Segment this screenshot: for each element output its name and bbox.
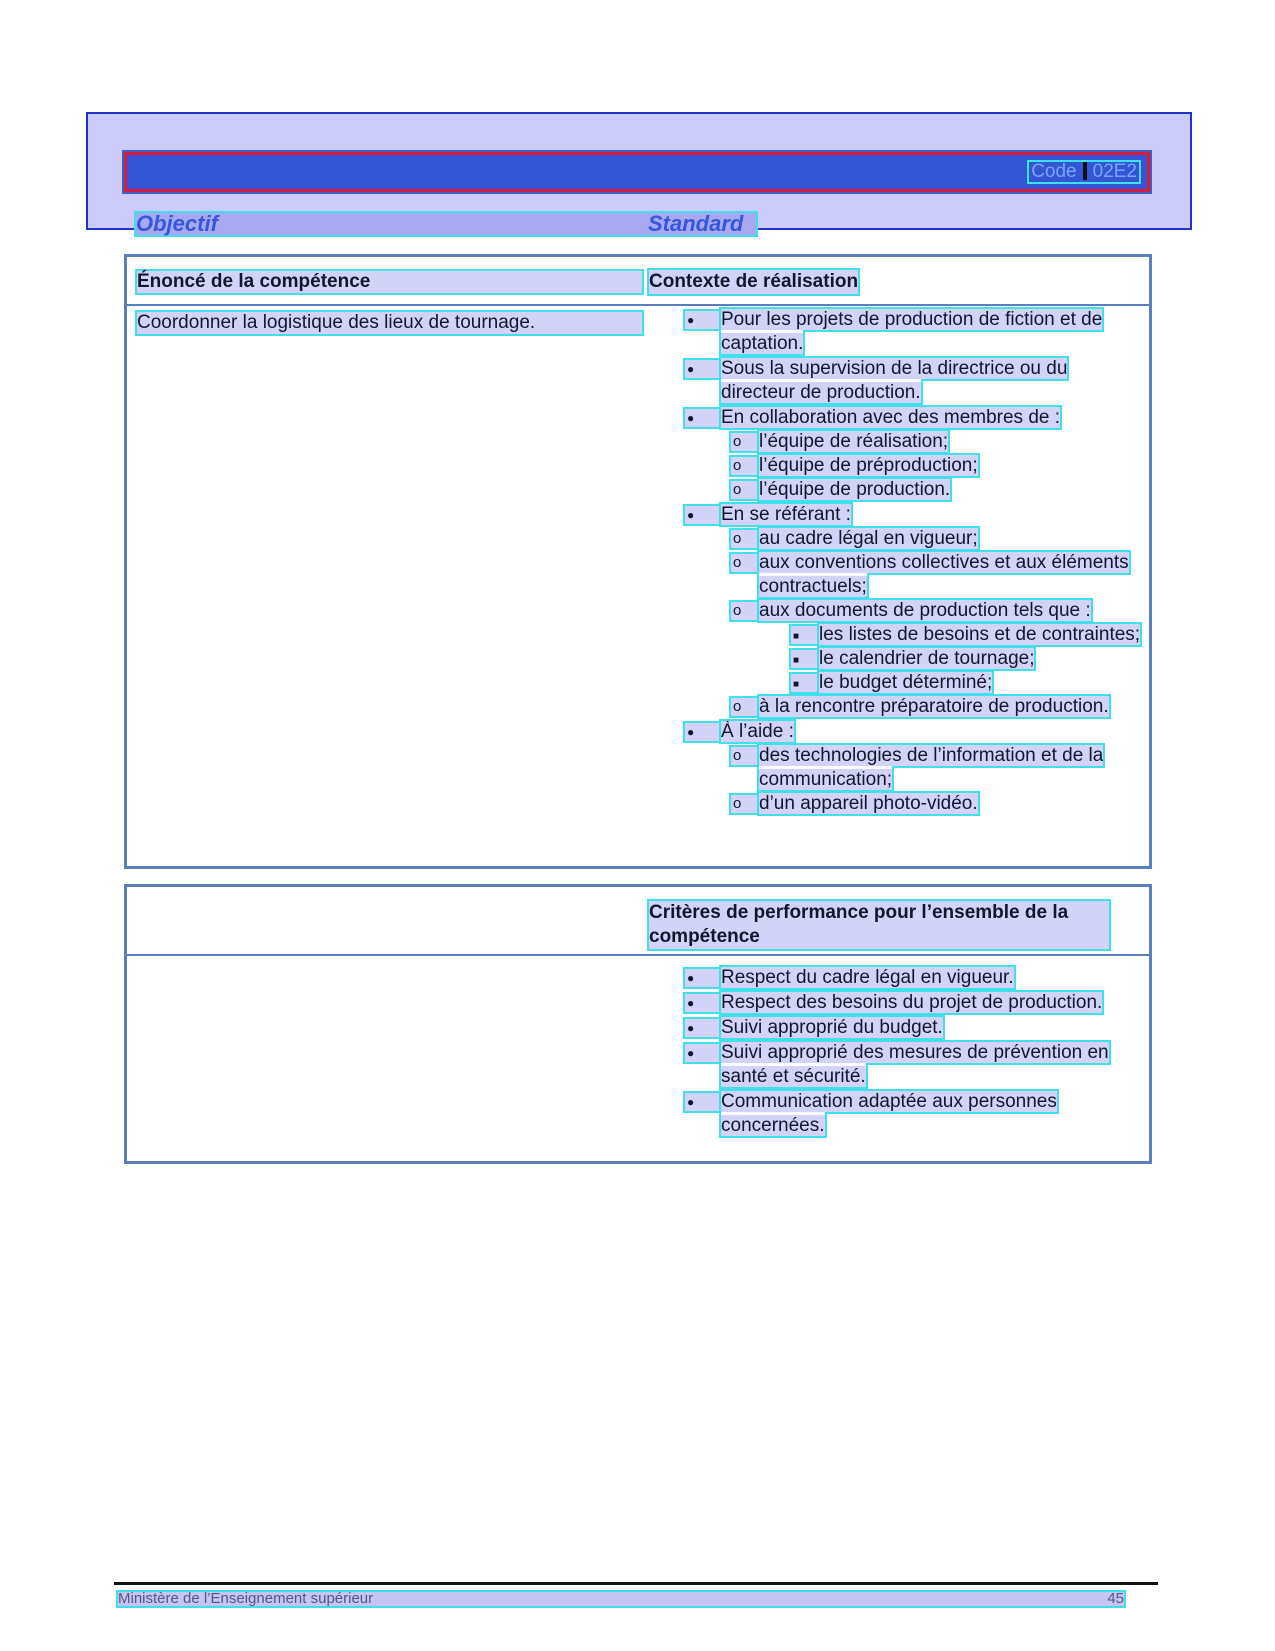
circle-bullet-icon: o — [731, 602, 757, 620]
list-item-text: Pour les projets de production de fiction et de captation. — [721, 309, 1103, 354]
list-item — [685, 1041, 1145, 1089]
competence-statement: Coordonner la logistique des lieux de tournage. — [137, 312, 536, 333]
list-item-text: Suivi approprié du budget. — [721, 1017, 943, 1038]
page-footer — [118, 1592, 1124, 1606]
bullet-icon: ● — [685, 506, 719, 524]
list-item — [685, 623, 1145, 647]
list-item — [685, 454, 1145, 478]
list-item — [685, 357, 1145, 405]
competence-code — [1029, 162, 1139, 182]
objectif-label: Objectif — [136, 211, 218, 236]
list-item-text: Respect des besoins du projet de production. — [721, 992, 1103, 1013]
circle-bullet-icon: o — [731, 481, 757, 499]
bullet-icon: ● — [685, 1044, 719, 1062]
bullet-icon: ● — [685, 1019, 719, 1037]
list-item-text: aux documents de production tels que : — [759, 600, 1091, 621]
code-bar — [124, 152, 1150, 192]
list-item-text: le budget déterminé; — [819, 672, 993, 693]
bullet-icon: ● — [685, 1093, 719, 1111]
square-bullet-icon: ■ — [791, 650, 817, 668]
list-item — [685, 1016, 1145, 1040]
list-item-text: à la rencontre préparatoire de production. — [759, 696, 1109, 717]
list-item — [685, 792, 1145, 816]
competence-statement-cell — [137, 312, 642, 334]
list-item — [685, 308, 1145, 356]
list-item-text: des technologies de l’information et de la communication; — [759, 745, 1104, 790]
bullet-icon: ● — [685, 723, 719, 741]
contexte-header: Contexte de réalisation — [649, 271, 859, 292]
code-separator — [1083, 162, 1087, 180]
footer-rule — [114, 1582, 1158, 1585]
circle-bullet-icon: o — [731, 433, 757, 451]
standard-label: Standard — [648, 211, 744, 236]
context-list — [685, 307, 1145, 816]
bullet-icon: ● — [685, 311, 719, 329]
list-item — [685, 430, 1145, 454]
list-item — [685, 551, 1145, 599]
list-item — [685, 478, 1145, 502]
list-item-text: Sous la supervision de la directrice ou du directeur de production. — [721, 358, 1068, 403]
list-item — [685, 744, 1145, 792]
bullet-icon: ● — [685, 409, 719, 427]
circle-bullet-icon: o — [731, 530, 757, 548]
list-item — [685, 671, 1145, 695]
table-header-divider — [127, 954, 1149, 956]
circle-bullet-icon: o — [731, 747, 757, 765]
code-value: 02E2 — [1092, 161, 1137, 182]
list-item-text: l’équipe de production. — [759, 479, 951, 500]
list-item-text: au cadre légal en vigueur; — [759, 528, 978, 549]
criteres-header: Critères de performance pour l’ensemble de la compétence — [649, 901, 1109, 949]
circle-bullet-icon: o — [731, 457, 757, 475]
list-item — [685, 527, 1145, 551]
circle-bullet-icon: o — [731, 698, 757, 716]
bullet-icon: ● — [685, 360, 719, 378]
list-item-text: En collaboration avec des membres de : — [721, 407, 1061, 428]
list-item-text: À l’aide : — [721, 721, 794, 742]
objectif-standard-row — [136, 213, 756, 235]
code-label: Code — [1031, 161, 1077, 182]
ministry-name: Ministère de l’Enseignement supérieur — [118, 1590, 374, 1607]
list-item — [685, 1090, 1145, 1138]
list-item-text: les listes de besoins et de contraintes; — [819, 624, 1141, 645]
competence-context-table — [124, 254, 1152, 869]
criteria-list — [685, 965, 1145, 1138]
list-item-text: d’un appareil photo-vidéo. — [759, 793, 978, 814]
list-item — [685, 503, 1145, 527]
list-item — [685, 991, 1145, 1015]
list-item — [685, 647, 1145, 671]
list-item — [685, 406, 1145, 430]
table-header-divider — [127, 304, 1149, 306]
enonce-header-cell — [137, 271, 642, 293]
list-item-text: l’équipe de préproduction; — [759, 455, 978, 476]
list-item-text: le calendrier de tournage; — [819, 648, 1035, 669]
list-item-text: Respect du cadre légal en vigueur. — [721, 967, 1014, 988]
list-item-text: l’équipe de réalisation; — [759, 431, 949, 452]
circle-bullet-icon: o — [731, 795, 757, 813]
list-item — [685, 720, 1145, 744]
bullet-icon: ● — [685, 969, 719, 987]
enonce-header: Énoncé de la compétence — [137, 271, 371, 292]
bullet-icon: ● — [685, 994, 719, 1012]
list-item-text: Suivi approprié des mesures de prévention en santé et sécurité. — [721, 1042, 1109, 1087]
page-number: 45 — [1107, 1590, 1124, 1607]
list-item — [685, 966, 1145, 990]
list-item-text: aux conventions collectives et aux éléments contractuels; — [759, 552, 1129, 597]
list-item-text: Communication adaptée aux personnes concernées. — [721, 1091, 1057, 1136]
list-item — [685, 695, 1145, 719]
performance-criteria-table — [124, 884, 1152, 1164]
list-item — [685, 599, 1145, 623]
square-bullet-icon: ■ — [791, 674, 817, 692]
list-item-text: En se référant : — [721, 504, 851, 525]
circle-bullet-icon: o — [731, 554, 757, 572]
square-bullet-icon: ■ — [791, 626, 817, 644]
